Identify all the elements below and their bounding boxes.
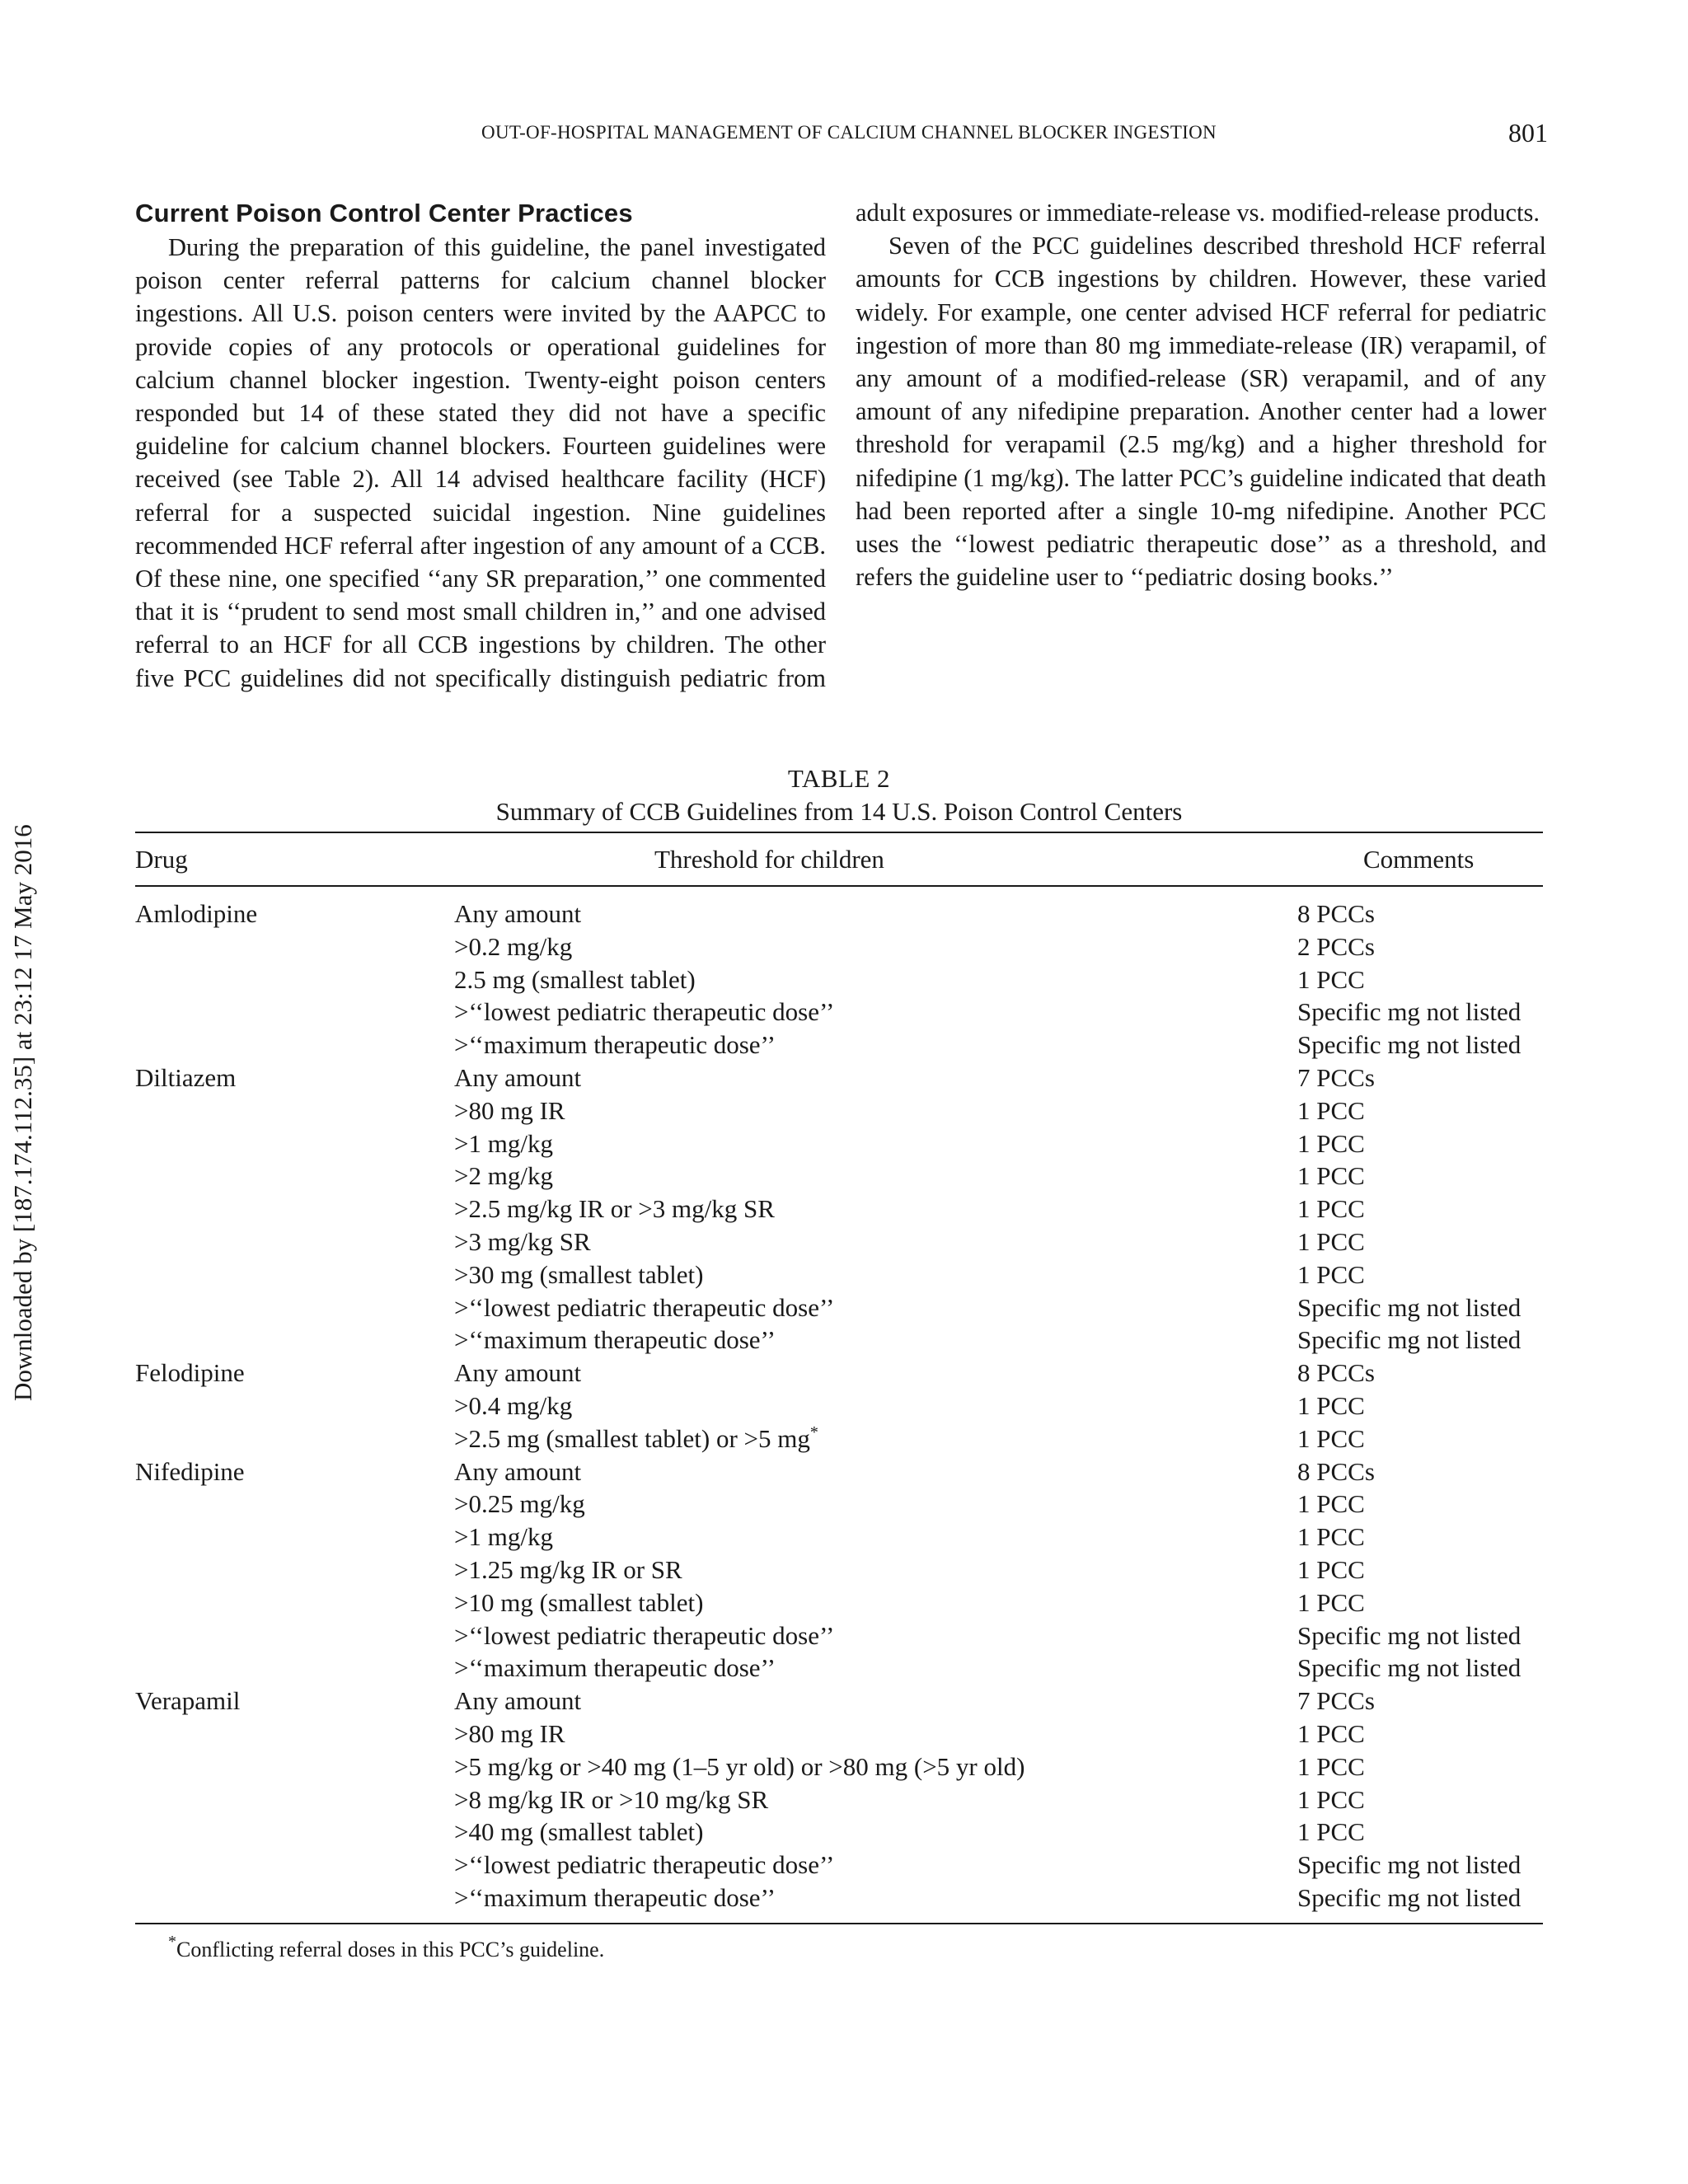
cell-comments: Specific mg not listed [1297, 1850, 1522, 1880]
table-row [135, 1488, 1543, 1521]
cell-drug: Diltiazem [135, 1062, 237, 1092]
table-row [135, 1816, 1543, 1849]
cell-threshold: >80 mg IR [454, 1718, 565, 1748]
table-header-rule [135, 885, 1543, 887]
table-row [135, 1718, 1543, 1750]
cell-comments: 1 PCC [1297, 1226, 1365, 1256]
cell-comments: 1 PCC [1297, 1489, 1365, 1519]
table-row [135, 930, 1543, 963]
cell-threshold: >‘‘lowest pediatric therapeutic dose’’ [454, 1620, 835, 1650]
table-row [135, 1619, 1543, 1652]
cell-comments: 1 PCC [1297, 1095, 1365, 1125]
footnote-reference-mark: * [809, 1422, 818, 1441]
cell-comments: 8 PCCs [1297, 1358, 1375, 1388]
cell-drug: Amlodipine [135, 899, 258, 928]
table-row [135, 1062, 1543, 1094]
cell-threshold: >8 mg/kg IR or >10 mg/kg SR [454, 1784, 769, 1814]
cell-comments: Specific mg not listed [1297, 1653, 1522, 1683]
cell-drug: Felodipine [135, 1358, 245, 1388]
table-row [135, 1193, 1543, 1226]
cell-comments: 1 PCC [1297, 1259, 1365, 1289]
cell-comments: 1 PCC [1297, 1128, 1365, 1158]
right-column [856, 196, 1546, 593]
cell-threshold: >‘‘maximum therapeutic dose’’ [454, 1653, 776, 1683]
cell-threshold: >1.25 mg/kg IR or SR [454, 1554, 682, 1584]
cell-threshold: >2.5 mg (smallest tablet) or >5 mg [454, 1423, 810, 1453]
left-column [135, 196, 826, 695]
cell-threshold: Any amount [454, 1686, 582, 1716]
cell-threshold: >‘‘lowest pediatric therapeutic dose’’ [454, 997, 835, 1027]
table-top-rule [135, 832, 1543, 833]
cell-comments: Specific mg not listed [1297, 997, 1522, 1027]
header-comments: Comments [1363, 845, 1475, 874]
body-paragraph-1: During the preparation of this guideline, the panel investigated poison center referral patterns for calcium channel blocker ingestions. All U.S. poison centers were invited by the AAPCC to provide copies of any protocols or operational guidelines for calcium channel blocker ingestion. Twenty-eight poison centers responded but 14 of these stated they did not have a specific guideline for calcium channel blockers. Fourteen guidelines were received (see Table 2). All 14 advised healthcare facility (HCF) referral for a suspected suicidal ingestion. Nine guidelines recommended HCF referral after ingestion of any amount of a CCB. Of these nine, one specified ‘‘any SR preparation,’’ one commented that it is ‘‘prudent to send most small children in,’’ and one advised referral to an HCF for all CCB ingestions by children. The other five PCC guidelines did not specifically distinguish pediatric from [135, 233, 826, 692]
cell-threshold: Any amount [454, 899, 582, 928]
cell-comments: Specific mg not listed [1297, 1882, 1522, 1912]
cell-comments: 1 PCC [1297, 1784, 1365, 1814]
cell-comments: Specific mg not listed [1297, 1620, 1522, 1650]
cell-threshold: >2 mg/kg [454, 1161, 553, 1191]
cell-comments: 1 PCC [1297, 1194, 1365, 1224]
table-row [135, 1127, 1543, 1160]
cell-threshold: >0.2 mg/kg [454, 931, 573, 961]
cell-drug: Nifedipine [135, 1456, 245, 1486]
table-row [135, 1652, 1543, 1685]
cell-threshold: >‘‘lowest pediatric therapeutic dose’’ [454, 1850, 835, 1880]
table-row [135, 1291, 1543, 1324]
cell-comments: 8 PCCs [1297, 1456, 1375, 1486]
table-row [135, 898, 1543, 930]
table-row [135, 1258, 1543, 1291]
cell-comments: 1 PCC [1297, 1751, 1365, 1781]
cell-threshold: Any amount [454, 1456, 582, 1486]
footnote-text: Conflicting referral doses in this PCC’s guideline. [176, 1938, 605, 1961]
cell-comments: 1 PCC [1297, 1423, 1365, 1453]
cell-comments: 1 PCC [1297, 1522, 1365, 1552]
table-header-row [135, 842, 1543, 877]
table-row [135, 1226, 1543, 1258]
header-drug: Drug [135, 845, 188, 874]
cell-comments: 1 PCC [1297, 1554, 1365, 1584]
table-row [135, 1882, 1543, 1915]
section-title: Current Poison Control Center Practices [135, 199, 633, 227]
cell-threshold: >3 mg/kg SR [454, 1226, 591, 1256]
table-caption: Summary of CCB Guidelines from 14 U.S. Poison Control Centers [495, 797, 1183, 826]
cell-threshold-wrap [454, 1422, 818, 1455]
cell-comments: Specific mg not listed [1297, 1030, 1522, 1060]
cell-threshold: >0.4 mg/kg [454, 1390, 573, 1420]
download-note: Downloaded by [187.174.112.35] at 23:12 17 May 2016 [8, 824, 37, 1401]
table-row [135, 1422, 1543, 1455]
cell-threshold: >80 mg IR [454, 1095, 565, 1125]
cell-comments: 1 PCC [1297, 1817, 1365, 1847]
body-paragraph-2: Seven of the PCC guidelines described threshold HCF referral amounts for CCB ingestions by children. However, these varied widely. For example, one center advised HCF referral for pediatric ingestion of more than 80 mg immediate-release (IR) verapamil, of any amount of a modified-release (SR) verapamil, and of any amount of any nifedipine preparation. Another center had a lower threshold for verapamil (2.5 mg/kg) and a higher threshold for nifedipine (1 mg/kg). The latter PCC’s guideline indicated that death had been reported after a single 10-mg nifedipine. Another PCC uses the ‘‘lowest pediatric therapeutic dose’’ as a threshold, and refers the guideline user to ‘‘pediatric dosing books.’’ [856, 232, 1546, 592]
table-label: TABLE 2 [787, 764, 891, 793]
cell-comments: 7 PCCs [1297, 1062, 1375, 1092]
table-row [135, 1554, 1543, 1586]
header-threshold: Threshold for children [654, 845, 884, 874]
table-row [135, 1160, 1543, 1193]
table-row [135, 996, 1543, 1029]
table-row [135, 1521, 1543, 1554]
cell-threshold: 2.5 mg (smallest tablet) [454, 964, 696, 994]
cell-comments: Specific mg not listed [1297, 1325, 1522, 1355]
cell-comments: 1 PCC [1297, 1587, 1365, 1617]
cell-threshold: >‘‘maximum therapeutic dose’’ [454, 1882, 776, 1912]
table-row [135, 963, 1543, 996]
table-row [135, 1357, 1543, 1390]
cell-threshold: >‘‘maximum therapeutic dose’’ [454, 1030, 776, 1060]
cell-threshold: >30 mg (smallest tablet) [454, 1259, 704, 1289]
cell-threshold: >10 mg (smallest tablet) [454, 1587, 704, 1617]
table-body [135, 898, 1543, 1915]
cell-comments: Specific mg not listed [1297, 1292, 1522, 1322]
table-row [135, 1455, 1543, 1488]
table-row [135, 1324, 1543, 1357]
cell-comments: 8 PCCs [1297, 899, 1375, 928]
body-paragraph-1-continued: adult exposures or immediate-release vs. modified-release products. [856, 199, 1540, 227]
table-bottom-rule [135, 1923, 1543, 1924]
cell-comments: 1 PCC [1297, 964, 1365, 994]
table-row [135, 1750, 1543, 1783]
cell-comments: 7 PCCs [1297, 1686, 1375, 1716]
cell-threshold: >40 mg (smallest tablet) [454, 1817, 704, 1847]
cell-comments: 1 PCC [1297, 1390, 1365, 1420]
cell-comments: 1 PCC [1297, 1718, 1365, 1748]
table-row [135, 1094, 1543, 1127]
cell-threshold: >2.5 mg/kg IR or >3 mg/kg SR [454, 1194, 775, 1224]
cell-threshold: >1 mg/kg [454, 1522, 553, 1552]
cell-threshold: Any amount [454, 1358, 582, 1388]
cell-threshold: >0.25 mg/kg [454, 1489, 585, 1519]
table-footnote [168, 1935, 604, 1965]
cell-threshold: >‘‘lowest pediatric therapeutic dose’’ [454, 1292, 835, 1322]
cell-threshold: Any amount [454, 1062, 582, 1092]
cell-comments: 1 PCC [1297, 1161, 1365, 1191]
table-row [135, 1029, 1543, 1062]
cell-threshold: >‘‘maximum therapeutic dose’’ [454, 1325, 776, 1355]
table-row [135, 1685, 1543, 1718]
page-number: 801 [1508, 118, 1548, 148]
table-row [135, 1849, 1543, 1882]
cell-threshold: >1 mg/kg [454, 1128, 553, 1158]
footnote-mark: * [168, 1933, 176, 1951]
table-row [135, 1390, 1543, 1422]
table-row [135, 1586, 1543, 1619]
cell-drug: Verapamil [135, 1686, 241, 1716]
cell-threshold: >5 mg/kg or >40 mg (1–5 yr old) or >80 mg (>5 yr old) [454, 1751, 1025, 1781]
running-head: OUT-OF-HOSPITAL MANAGEMENT OF CALCIUM CHANNEL BLOCKER INGESTION [481, 122, 1217, 143]
table-row [135, 1783, 1543, 1816]
cell-comments: 2 PCCs [1297, 931, 1375, 961]
